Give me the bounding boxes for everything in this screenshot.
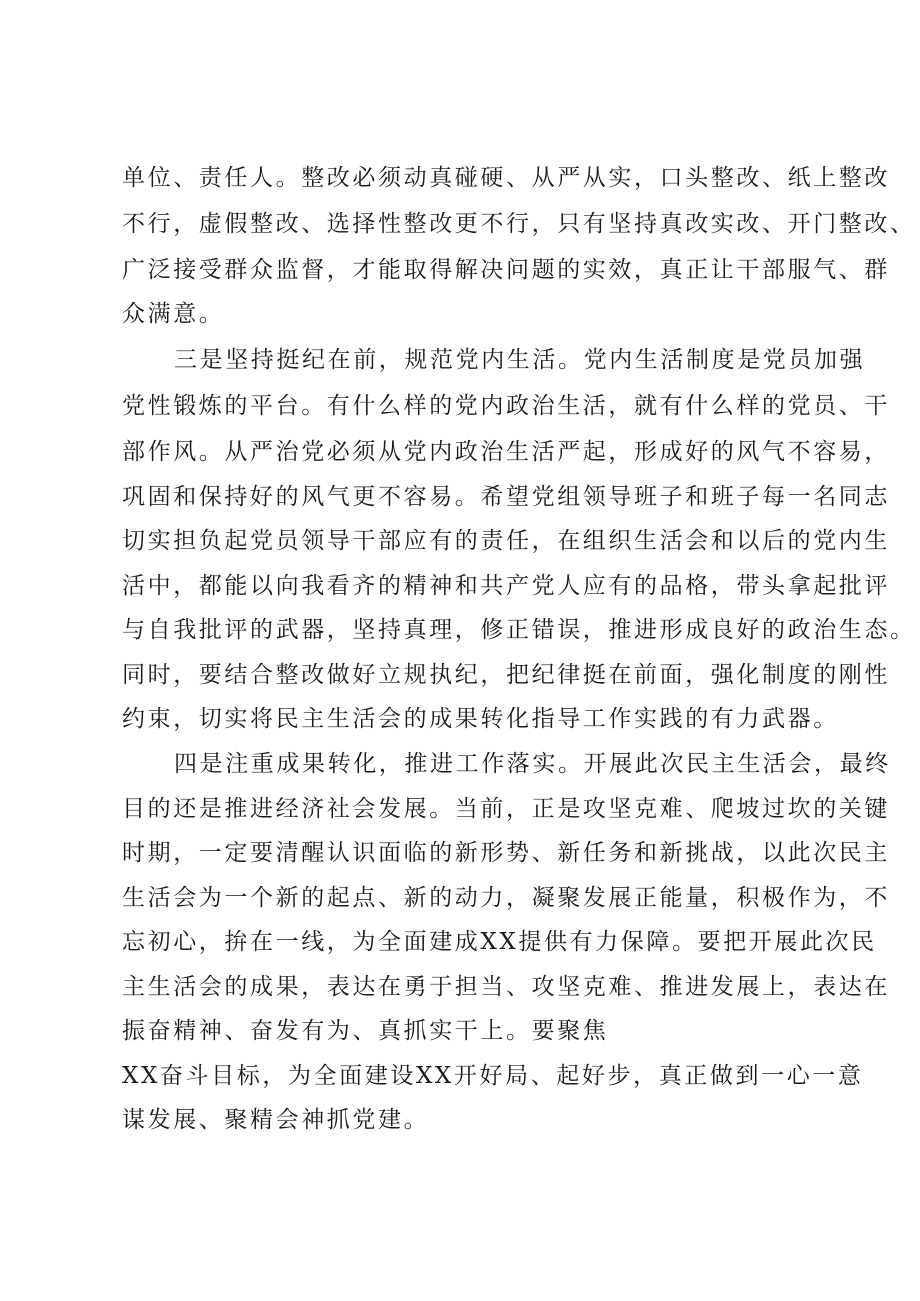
paragraph-start-line: 四是注重成果转化，推进工作落实。开展此次民主生活会，最终 xyxy=(174,751,891,777)
text-line: 巩固和保持好的风气更不容易。希望党组领导班子和班子每一名同志 xyxy=(122,484,890,510)
text-line: 目的还是推进经济社会发展。当前，正是攻坚克难、爬坡过坎的关键 xyxy=(122,796,890,822)
text-line: 同时，要结合整改做好立规执纪，把纪律挺在前面，强化制度的刚性 xyxy=(122,662,890,688)
text-line: 与自我批评的武器，坚持真理，修正错误，推进形成良好的政治生态。 xyxy=(122,617,916,643)
text-line: 单位、责任人。整改必须动真碰硬、从严从实，口头整改、纸上整改 xyxy=(122,165,890,191)
text-line: 约束，切实将民主生活会的成果转化指导工作实践的有力武器。 xyxy=(122,706,839,732)
text-line: XX奋斗目标，为全面建设XX开好局、起好步，真正做到一心一意 xyxy=(122,1063,864,1089)
text-line: 广泛接受群众监督，才能取得解决问题的实效，真正让干部服气、群 xyxy=(122,257,890,283)
text-line: 切实担负起党员领导干部应有的责任，在组织生活会和以后的党内生 xyxy=(122,528,890,554)
text-line: 忘初心，拚在一线，为全面建成XX提供有力保障。要把开展此次民 xyxy=(122,929,877,955)
text-line: 不行，虚假整改、选择性整改更不行，只有坚持真改实改、开门整改、 xyxy=(122,211,916,237)
text-line: 众满意。 xyxy=(122,301,225,327)
text-line: 时期，一定要清醒认识面临的新形势、新任务和新挑战，以此次民主 xyxy=(122,840,890,866)
text-line: 党性锻炼的平台。有什么样的党内政治生活，就有什么样的党员、干 xyxy=(122,393,890,419)
paragraph-start-line: 三是坚持挺纪在前，规范党内生活。党内生活制度是党员加强 xyxy=(174,347,866,373)
text-line: 活中，都能以向我看齐的精神和共产党人应有的品格，带头拿起批评 xyxy=(122,573,890,599)
text-line: 部作风。从严治党必须从党内政治生活严起，形成好的风气不容易， xyxy=(122,439,890,465)
text-line: 振奋精神、奋发有为、真抓实干上。要聚焦 xyxy=(122,1018,609,1044)
text-line: 生活会为一个新的起点、新的动力，凝聚发展正能量，积极作为，不 xyxy=(122,885,890,911)
text-line: 谋发展、聚精会神抓党建。 xyxy=(122,1107,430,1133)
text-line: 主生活会的成果，表达在勇于担当、攻坚克难、推进发展上，表达在 xyxy=(122,974,890,1000)
